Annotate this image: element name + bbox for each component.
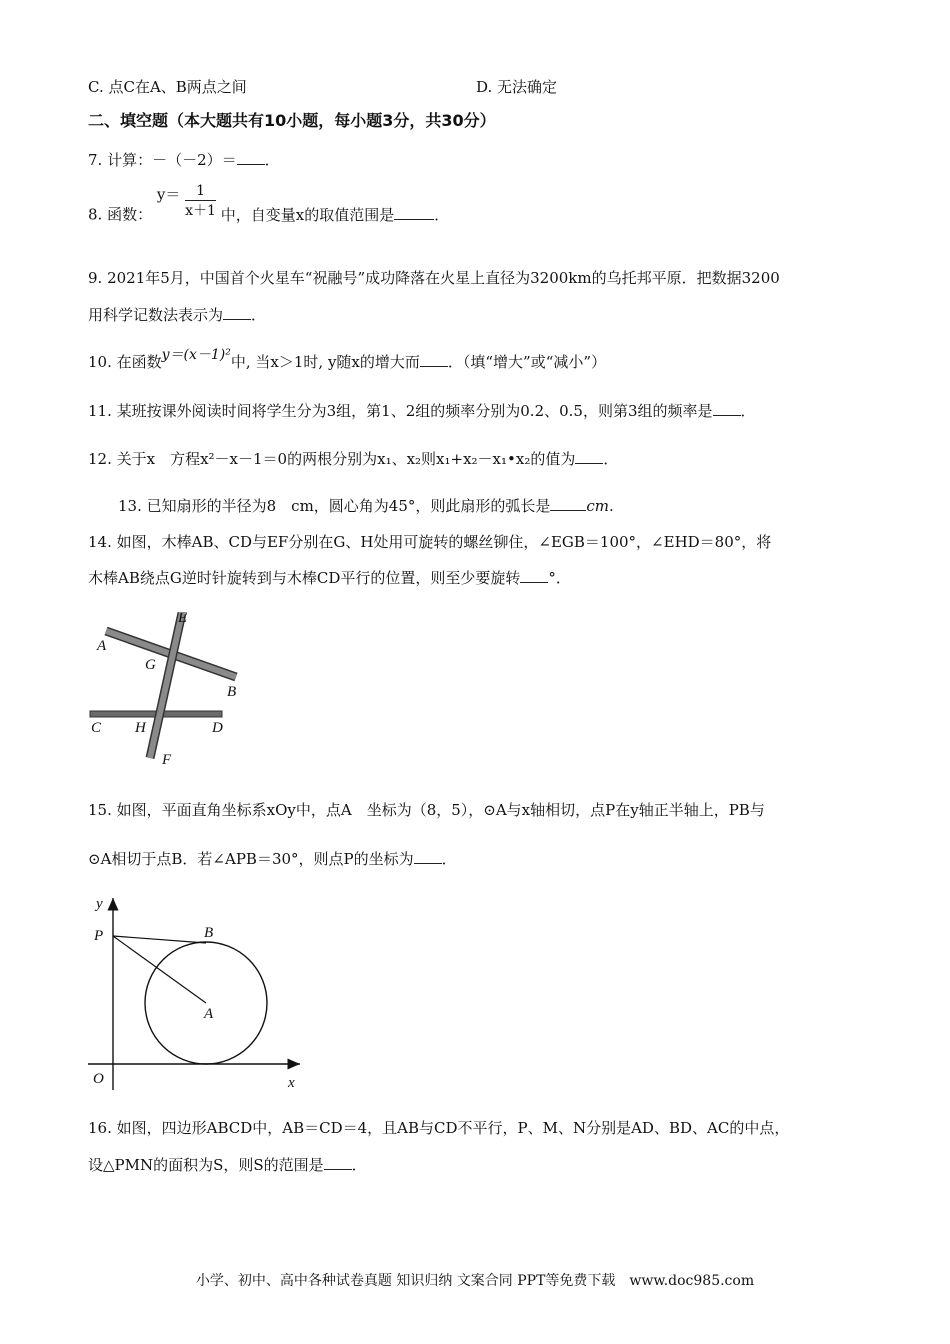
answer-blank	[394, 205, 434, 220]
label-y: y	[96, 896, 103, 912]
question-9-line1: 9. 2021年5月，中国首个火星车“祝融号”成功降落在火星上直径为3200km的乌托邦平原．把数据3200	[88, 269, 780, 287]
question-13-unit: cm.	[586, 497, 614, 515]
answer-blank	[713, 401, 741, 416]
label-p: P	[94, 928, 104, 944]
question-15-text: ⊙A相切于点B．若∠APB＝30°，则点P的坐标为	[88, 850, 414, 868]
question-16-line1: 16. 如图，四边形ABCD中，AB＝CD＝4，且AB与CD不平行，P、M、N分别是AD、BD、AC的中点，	[88, 1119, 790, 1137]
question-9-text: 用科学记数法表示为	[88, 306, 224, 324]
question-12: 12. 关于x 方程x²－x－1＝0的两根分别为x₁、x₂则x₁+x₂－x₁•x₂的值为 ．	[88, 450, 619, 468]
question-14-suffix: °．	[548, 569, 571, 587]
page-footer: 小学、初中、高中各种试卷真题 知识归纳 文案合同 PPT等免费下载 www.doc985.com	[195, 1273, 755, 1289]
segment-pa	[113, 936, 206, 1003]
question-8: 8. 函数： y＝ $\frac{1}{x+1}$ 中，自变量x的取值范围是 ．	[88, 183, 450, 224]
function-lhs: y＝	[156, 185, 181, 204]
section-title: 二、填空题（本大题共有10小题，每小题3分，共30分）	[88, 111, 496, 130]
question-7-text: 7. 计算：－（－2）＝	[88, 151, 237, 169]
label-a: A	[97, 638, 107, 654]
tangent-circle-figure	[88, 890, 313, 1095]
answer-blank	[575, 449, 603, 464]
label-c: C	[91, 720, 102, 736]
question-10-mid: 中, 当x＞1时, y随x的增大而	[230, 353, 420, 371]
answer-blank	[324, 1155, 352, 1170]
question-10-prefix: 10. 在函数	[88, 353, 162, 371]
question-8-prefix: 8. 函数：	[88, 205, 153, 224]
question-15-line2: ⊙A相切于点B．若∠APB＝30°，则点P的坐标为 ．	[88, 850, 457, 868]
label-o: O	[93, 1071, 104, 1087]
label-h: H	[135, 720, 146, 736]
question-11: 11. 某班按课外阅读时间将学生分为3组，第1、2组的频率分别为0.2、0.5，则第3组的频率是 ．	[88, 402, 756, 420]
question-10-suffix: ．（填“增大”或“减小”）	[447, 353, 607, 371]
question-16-text: 设△PMN的面积为S，则S的范围是	[88, 1156, 324, 1174]
option-c: C. 点C在A、B两点之间	[88, 78, 247, 96]
label-a: A	[204, 1006, 214, 1022]
label-e: E	[178, 610, 188, 626]
function-formula: y＝(x－1)²	[161, 347, 231, 363]
answer-blank	[237, 150, 265, 165]
answer-blank	[414, 849, 442, 864]
fraction-numerator: 1	[185, 182, 216, 201]
label-x: x	[288, 1075, 295, 1091]
label-d: D	[212, 720, 223, 736]
answer-blank	[420, 352, 448, 367]
question-16-line2: 设△PMN的面积为S，则S的范围是 ．	[88, 1156, 367, 1174]
question-8-suffix: 中，自变量x的取值范围是	[220, 205, 395, 224]
question-10	[88, 347, 607, 373]
segment-pb	[113, 936, 206, 943]
question-11-text: 11. 某班按课外阅读时间将学生分为3组，第1、2组的频率分别为0.2、0.5，则第3组的频率是	[88, 402, 713, 420]
fraction	[185, 182, 216, 221]
answer-blank	[223, 305, 251, 320]
question-7: 7. 计算：－（－2）＝ ．	[88, 151, 280, 169]
label-g: G	[145, 657, 156, 673]
question-13	[118, 496, 614, 516]
option-d: D. 无法确定	[476, 78, 558, 96]
question-15-line1: 15. 如图，平面直角坐标系xOy中，点A 坐标为（8，5），⊙A与x轴相切，点P在y轴正半轴上，PB与	[88, 801, 765, 819]
fraction-denominator: x＋1	[185, 203, 216, 219]
answer-blank	[550, 496, 586, 511]
label-b: B	[204, 925, 214, 941]
question-9-line2: 用科学记数法表示为 ．	[88, 306, 267, 324]
question-13-text: 13. 已知扇形的半径为8 cm，圆心角为45°，则此扇形的弧长是	[118, 497, 551, 515]
stick-ef	[150, 613, 182, 758]
question-12-text: 12. 关于x 方程x²－x－1＝0的两根分别为x₁、x₂则x₁+x₂－x₁•x₂的值为	[88, 450, 576, 468]
label-b: B	[227, 684, 237, 700]
question-14-text: 木棒AB绕点G逆时针旋转到与木棒CD平行的位置，则至少要旋转	[88, 569, 521, 587]
question-14-line1: 14. 如图，木棒AB、CD与EF分别在G、H处用可旋转的螺丝铆住，∠EGB＝100°，∠EHD＝80°，将	[88, 533, 772, 551]
label-f: F	[162, 752, 172, 768]
answer-blank	[520, 568, 548, 583]
question-14-line2	[88, 568, 571, 588]
stick-rotation-figure	[88, 605, 258, 770]
